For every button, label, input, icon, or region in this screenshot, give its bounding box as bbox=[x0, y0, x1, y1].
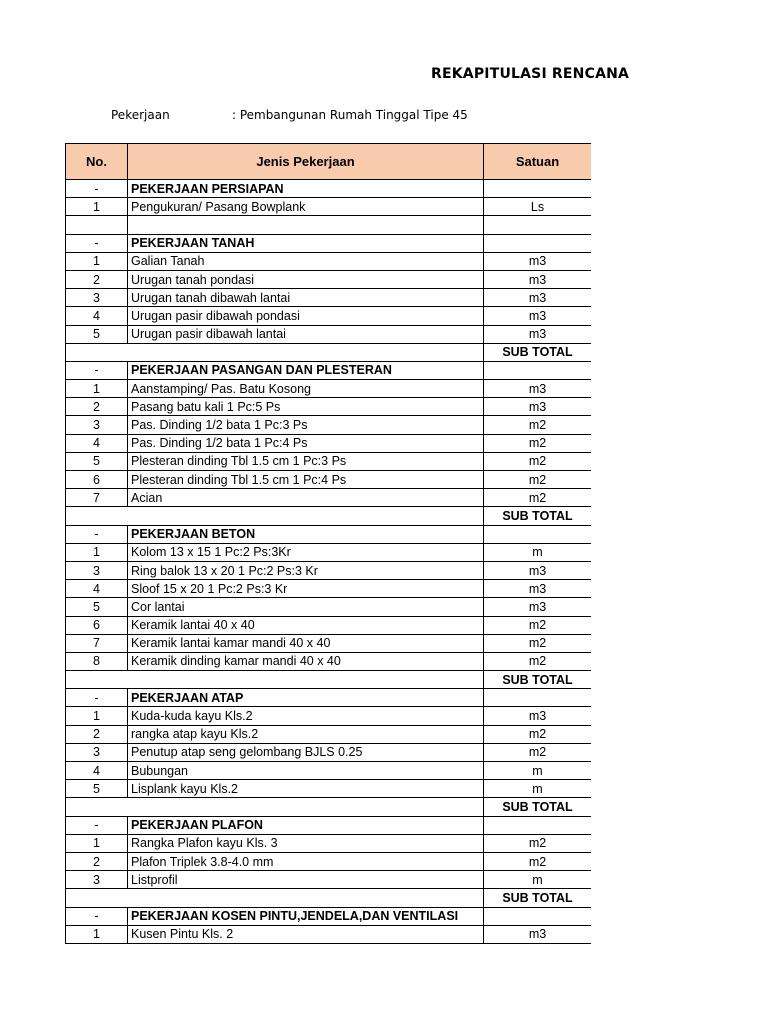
row-number: 1 bbox=[66, 834, 128, 852]
table-row bbox=[66, 561, 592, 579]
row-job: Kuda-kuda kayu Kls.2 bbox=[128, 707, 484, 725]
row-unit: Ls bbox=[484, 198, 592, 216]
row-number: 4 bbox=[66, 762, 128, 780]
row-unit: m2 bbox=[484, 725, 592, 743]
row-job: Keramik dinding kamar mandi 40 x 40 bbox=[128, 652, 484, 670]
row-number: 2 bbox=[66, 270, 128, 288]
row-job: Sloof 15 x 20 1 Pc:2 Ps:3 Kr bbox=[128, 580, 484, 598]
section-row bbox=[66, 361, 592, 379]
row-number: 7 bbox=[66, 489, 128, 507]
row-job: Aanstamping/ Pas. Batu Kosong bbox=[128, 380, 484, 398]
row-number: 7 bbox=[66, 634, 128, 652]
project-value: : Pembangunan Rumah Tinggal Tipe 45 bbox=[232, 108, 468, 122]
table-body bbox=[66, 180, 592, 944]
row-job: Pengukuran/ Pasang Bowplank bbox=[128, 198, 484, 216]
row-number: 8 bbox=[66, 652, 128, 670]
subtotal-row bbox=[66, 889, 592, 907]
row-job bbox=[128, 343, 484, 361]
row-unit: m2 bbox=[484, 452, 592, 470]
row-unit: m bbox=[484, 871, 592, 889]
row-number: 5 bbox=[66, 325, 128, 343]
table-row bbox=[66, 307, 592, 325]
row-job: Plesteran dinding Tbl 1.5 cm 1 Pc:3 Ps bbox=[128, 452, 484, 470]
row-number: 6 bbox=[66, 471, 128, 489]
table-row bbox=[66, 543, 592, 561]
blank-row bbox=[66, 216, 592, 234]
table-row bbox=[66, 634, 592, 652]
subtotal-row bbox=[66, 507, 592, 525]
row-unit bbox=[484, 816, 592, 834]
row-number: - bbox=[66, 525, 128, 543]
row-unit: m bbox=[484, 780, 592, 798]
table-row bbox=[66, 489, 592, 507]
row-unit: m bbox=[484, 762, 592, 780]
section-row bbox=[66, 234, 592, 252]
row-unit: m3 bbox=[484, 325, 592, 343]
section-row bbox=[66, 907, 592, 925]
row-job: Keramik lantai 40 x 40 bbox=[128, 616, 484, 634]
row-number: 1 bbox=[66, 543, 128, 561]
row-job: Lisplank kayu Kls.2 bbox=[128, 780, 484, 798]
row-unit: m3 bbox=[484, 380, 592, 398]
table-row bbox=[66, 780, 592, 798]
row-number: 6 bbox=[66, 616, 128, 634]
row-job: PEKERJAAN BETON bbox=[128, 525, 484, 543]
row-unit: m3 bbox=[484, 580, 592, 598]
row-unit: m2 bbox=[484, 416, 592, 434]
row-number: - bbox=[66, 234, 128, 252]
row-number: 4 bbox=[66, 307, 128, 325]
row-job bbox=[128, 671, 484, 689]
row-unit bbox=[484, 216, 592, 234]
row-unit: m3 bbox=[484, 925, 592, 943]
table-row bbox=[66, 762, 592, 780]
subtotal-row bbox=[66, 343, 592, 361]
row-number: 5 bbox=[66, 452, 128, 470]
row-number: 1 bbox=[66, 707, 128, 725]
document-title: REKAPITULASI RENCANA bbox=[431, 66, 630, 82]
table-row bbox=[66, 325, 592, 343]
row-number: 1 bbox=[66, 380, 128, 398]
header-unit: Satuan bbox=[484, 144, 592, 180]
section-row bbox=[66, 525, 592, 543]
row-unit: m3 bbox=[484, 707, 592, 725]
row-unit: m2 bbox=[484, 852, 592, 870]
row-job: Galian Tanah bbox=[128, 252, 484, 270]
row-job: Kusen Pintu Kls. 2 bbox=[128, 925, 484, 943]
row-unit: m2 bbox=[484, 834, 592, 852]
table-row bbox=[66, 925, 592, 943]
table-row bbox=[66, 580, 592, 598]
row-number: 3 bbox=[66, 743, 128, 761]
row-job: Rangka Plafon kayu Kls. 3 bbox=[128, 834, 484, 852]
row-number: 3 bbox=[66, 289, 128, 307]
row-number: 2 bbox=[66, 398, 128, 416]
row-number: 1 bbox=[66, 925, 128, 943]
table-row bbox=[66, 598, 592, 616]
table-row bbox=[66, 834, 592, 852]
subtotal-row bbox=[66, 671, 592, 689]
row-job: Urugan pasir dibawah lantai bbox=[128, 325, 484, 343]
table-row bbox=[66, 725, 592, 743]
row-job: Keramik lantai kamar mandi 40 x 40 bbox=[128, 634, 484, 652]
row-unit: m3 bbox=[484, 252, 592, 270]
row-unit bbox=[484, 525, 592, 543]
section-row bbox=[66, 689, 592, 707]
work-items-table bbox=[65, 143, 591, 944]
row-number: 2 bbox=[66, 725, 128, 743]
row-number: 5 bbox=[66, 598, 128, 616]
row-unit: m3 bbox=[484, 289, 592, 307]
section-row bbox=[66, 816, 592, 834]
row-unit: m2 bbox=[484, 743, 592, 761]
row-job: Penutup atap seng gelombang BJLS 0.25 bbox=[128, 743, 484, 761]
row-unit: SUB TOTAL bbox=[484, 343, 592, 361]
row-unit: m bbox=[484, 543, 592, 561]
row-job: Plafon Triplek 3.8-4.0 mm bbox=[128, 852, 484, 870]
row-unit: m3 bbox=[484, 598, 592, 616]
row-number bbox=[66, 798, 128, 816]
table-row bbox=[66, 289, 592, 307]
row-job: Cor lantai bbox=[128, 598, 484, 616]
row-job: PEKERJAAN PASANGAN DAN PLESTERAN bbox=[128, 361, 484, 379]
row-number: 3 bbox=[66, 871, 128, 889]
row-unit: SUB TOTAL bbox=[484, 798, 592, 816]
row-job: Pas. Dinding 1/2 bata 1 Pc:4 Ps bbox=[128, 434, 484, 452]
row-unit bbox=[484, 689, 592, 707]
row-number: 2 bbox=[66, 852, 128, 870]
row-job: Plesteran dinding Tbl 1.5 cm 1 Pc:4 Ps bbox=[128, 471, 484, 489]
header-no: No. bbox=[66, 144, 128, 180]
row-number: 4 bbox=[66, 580, 128, 598]
header-job: Jenis Pekerjaan bbox=[128, 144, 484, 180]
row-number: - bbox=[66, 180, 128, 198]
row-number: - bbox=[66, 689, 128, 707]
row-number bbox=[66, 889, 128, 907]
row-number: - bbox=[66, 816, 128, 834]
table-row bbox=[66, 380, 592, 398]
row-job: Urugan tanah pondasi bbox=[128, 270, 484, 288]
row-number bbox=[66, 507, 128, 525]
row-unit bbox=[484, 180, 592, 198]
row-job: Listprofil bbox=[128, 871, 484, 889]
row-unit: m2 bbox=[484, 652, 592, 670]
row-job: Bubungan bbox=[128, 762, 484, 780]
table-row bbox=[66, 198, 592, 216]
subtotal-row bbox=[66, 798, 592, 816]
table-row bbox=[66, 652, 592, 670]
row-job: Pas. Dinding 1/2 bata 1 Pc:3 Ps bbox=[128, 416, 484, 434]
section-row bbox=[66, 180, 592, 198]
row-job bbox=[128, 889, 484, 907]
row-number: 1 bbox=[66, 198, 128, 216]
row-unit: m3 bbox=[484, 270, 592, 288]
table-row bbox=[66, 416, 592, 434]
row-unit: SUB TOTAL bbox=[484, 507, 592, 525]
table-row bbox=[66, 471, 592, 489]
row-number: 3 bbox=[66, 561, 128, 579]
row-job: Acian bbox=[128, 489, 484, 507]
table-row bbox=[66, 434, 592, 452]
row-job: PEKERJAAN KOSEN PINTU,JENDELA,DAN VENTILASI bbox=[128, 907, 484, 925]
row-number: - bbox=[66, 907, 128, 925]
table-row bbox=[66, 852, 592, 870]
row-unit bbox=[484, 907, 592, 925]
row-unit: m2 bbox=[484, 471, 592, 489]
table-row bbox=[66, 270, 592, 288]
row-number: - bbox=[66, 361, 128, 379]
row-unit bbox=[484, 234, 592, 252]
table-row bbox=[66, 616, 592, 634]
row-unit: SUB TOTAL bbox=[484, 889, 592, 907]
row-job: Kolom 13 x 15 1 Pc:2 Ps:3Kr bbox=[128, 543, 484, 561]
row-job: PEKERJAAN TANAH bbox=[128, 234, 484, 252]
row-job: Pasang batu kali 1 Pc:5 Ps bbox=[128, 398, 484, 416]
row-job: Ring balok 13 x 20 1 Pc:2 Ps:3 Kr bbox=[128, 561, 484, 579]
table-row bbox=[66, 252, 592, 270]
row-number bbox=[66, 216, 128, 234]
row-job: PEKERJAAN PERSIAPAN bbox=[128, 180, 484, 198]
row-job: Urugan pasir dibawah pondasi bbox=[128, 307, 484, 325]
row-number: 4 bbox=[66, 434, 128, 452]
row-number: 1 bbox=[66, 252, 128, 270]
row-number bbox=[66, 343, 128, 361]
row-unit: m3 bbox=[484, 307, 592, 325]
table-row bbox=[66, 707, 592, 725]
row-job: PEKERJAAN PLAFON bbox=[128, 816, 484, 834]
table-row bbox=[66, 743, 592, 761]
row-unit bbox=[484, 361, 592, 379]
table-row bbox=[66, 398, 592, 416]
row-unit: m2 bbox=[484, 616, 592, 634]
row-job bbox=[128, 507, 484, 525]
row-job: rangka atap kayu Kls.2 bbox=[128, 725, 484, 743]
row-job bbox=[128, 798, 484, 816]
row-job: Urugan tanah dibawah lantai bbox=[128, 289, 484, 307]
row-unit: m3 bbox=[484, 398, 592, 416]
row-number bbox=[66, 671, 128, 689]
row-job: PEKERJAAN ATAP bbox=[128, 689, 484, 707]
row-unit: m2 bbox=[484, 489, 592, 507]
row-job bbox=[128, 216, 484, 234]
row-unit: m3 bbox=[484, 561, 592, 579]
row-number: 5 bbox=[66, 780, 128, 798]
row-number: 3 bbox=[66, 416, 128, 434]
table-header-row bbox=[66, 144, 592, 180]
row-unit: m2 bbox=[484, 434, 592, 452]
table-row bbox=[66, 871, 592, 889]
row-unit: m2 bbox=[484, 634, 592, 652]
project-label: Pekerjaan bbox=[111, 108, 170, 122]
table-row bbox=[66, 452, 592, 470]
row-unit: SUB TOTAL bbox=[484, 671, 592, 689]
